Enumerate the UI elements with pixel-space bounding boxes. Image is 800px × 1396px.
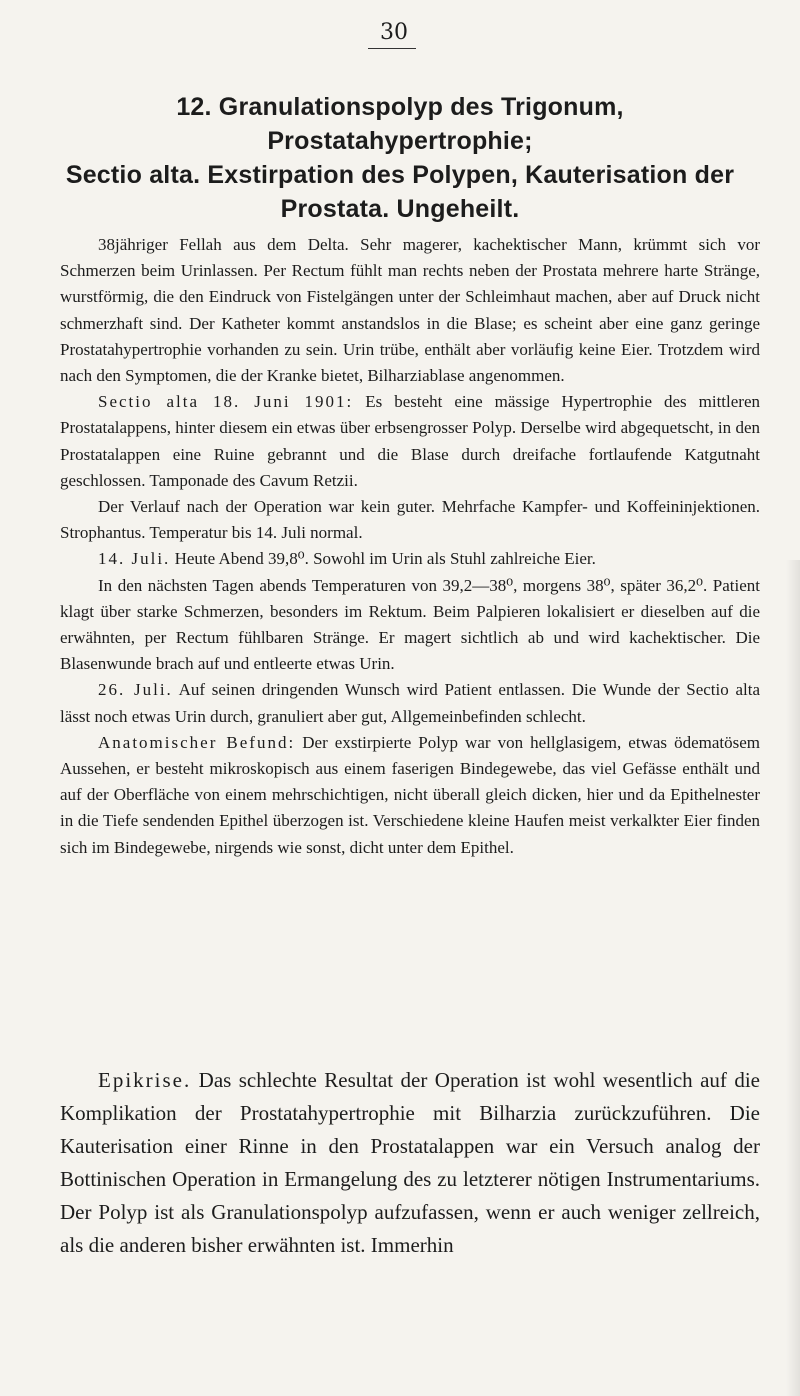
case-body xyxy=(60,232,760,861)
july-14-text: Heute Abend 39,8⁰. Sowohl im Urin als Stuhl zahlreiche Eier. xyxy=(170,549,596,569)
page-number-rule xyxy=(368,48,416,49)
heading-line-1: 12. Granulationspolyp des Trigonum, Prostatahypertrophie; xyxy=(176,93,624,155)
heading-line-2: Sectio alta. Exstirpation des Polypen, Kauterisation der xyxy=(65,161,735,189)
paragraph-epikrise xyxy=(60,1064,760,1262)
paragraph-anatomy xyxy=(60,730,760,861)
july-26-text: Auf seinen dringenden Wunsch wird Patient entlassen. Die Wunde der Sectio alta lässt noch etwas Urin durch, granuliert aber gut, Allgemeinbefinden schlecht. xyxy=(60,680,760,726)
anatomy-text: Der exstirpierte Polyp war von hellglasigem, etwas ödematösem Aussehen, er besteht mikroskopisch aus einem faserigen Bindegewebe, das viel Gefässe enthält und auf der Oberfläche von einem mehrschichtigen, nicht überall gleich dicken, hier und da Epithelnester in die Tiefe sendenden Epithel überzogen ist. Verschiedene kleine Haufen meist verkalkter Eier finden sich im Bindegewebe, nirgends wie sonst, dicht unter dem Epithel. xyxy=(60,732,760,857)
paragraph-temperatures: In den nächsten Tagen abends Temperaturen von 39,2—38⁰, morgens 38⁰, später 36,2⁰. Patient klagt über starke Schmerzen, besonders im Rektum. Beim Palpieren lokalisiert er dieselben auf die erwähnten, per Rectum fühlbaren Stränge. Er magert sichtlich ab und wird kachektischer. Die Blasenwunde brach auf und entleerte etwas Urin. xyxy=(60,575,760,674)
page-number: 30 xyxy=(380,20,408,45)
heading-line-3: Prostata. Ungeheilt. xyxy=(280,195,520,223)
page-edge-shadow xyxy=(786,560,800,1396)
case-heading xyxy=(60,90,740,226)
operation-date-lead: Sectio alta 18. Juni 1901: xyxy=(98,392,354,412)
epikrise-text: Das schlechte Resultat der Operation ist wohl wesentlich auf die Komplikation der Prostatahypertrophie mit Bilharzia zurückzuführen. Die Kauterisation einer Rinne in den Prostatalappen war ein Versuch analog der Bottinischen Operation in Ermangelung des zu letzterer nötigen Instrumentariums. Der Polyp ist als Granulationspolyp aufzufassen, wenn er auch weniger zellreich, als die anderen bisher erwähnten ist. Immerhin xyxy=(60,1068,760,1257)
epikrise-section xyxy=(60,1064,760,1262)
july-26-lead: 26. Juli. xyxy=(98,680,173,700)
july-14-lead: 14. Juli. xyxy=(98,549,171,569)
paragraph-course: Der Verlauf nach der Operation war kein guter. Mehrfache Kampfer- und Koffeininjektionen. Strophantus. Temperatur bis 14. Juli normal. xyxy=(60,497,760,543)
epikrise-lead: Epikrise. xyxy=(98,1068,192,1092)
paragraph-operation xyxy=(60,389,760,494)
paragraph-july-26 xyxy=(60,677,760,729)
operation-text: Es besteht eine mässige Hypertrophie des mittleren Prostatalappens, hinter diesem ein etwas über erbsengrosser Polyp. Derselbe wird abgequetscht, in den Prostatalappen eine Ruine gebrannt und die Blase durch dreifache fortlaufende Katgutnaht geschlossen. Tamponade des Cavum Retzii. xyxy=(60,392,760,490)
anatomy-lead: Anatomischer Befund: xyxy=(98,732,296,752)
paragraph-july-14 xyxy=(60,546,760,572)
paragraph-history: 38jähriger Fellah aus dem Delta. Sehr magerer, kachektischer Mann, krümmt sich vor Schmerzen beim Urinlassen. Per Rectum fühlt man rechts neben der Prostata mehrere harte Stränge, wurstförmig, die den Eindruck von Fistelgängen unter der Schleimhaut machen, aber auf Druck nicht schmerzhaft sind. Der Katheter kommt anstandslos in die Blase; es scheint aber eine ganz geringe Prostatahypertrophie vorhanden zu sein. Urin trübe, enthält aber vorläufig keine Eier. Trotzdem wird nach den Symptomen, die der Kranke bietet, Bilharziablase angenommen. xyxy=(60,235,760,386)
